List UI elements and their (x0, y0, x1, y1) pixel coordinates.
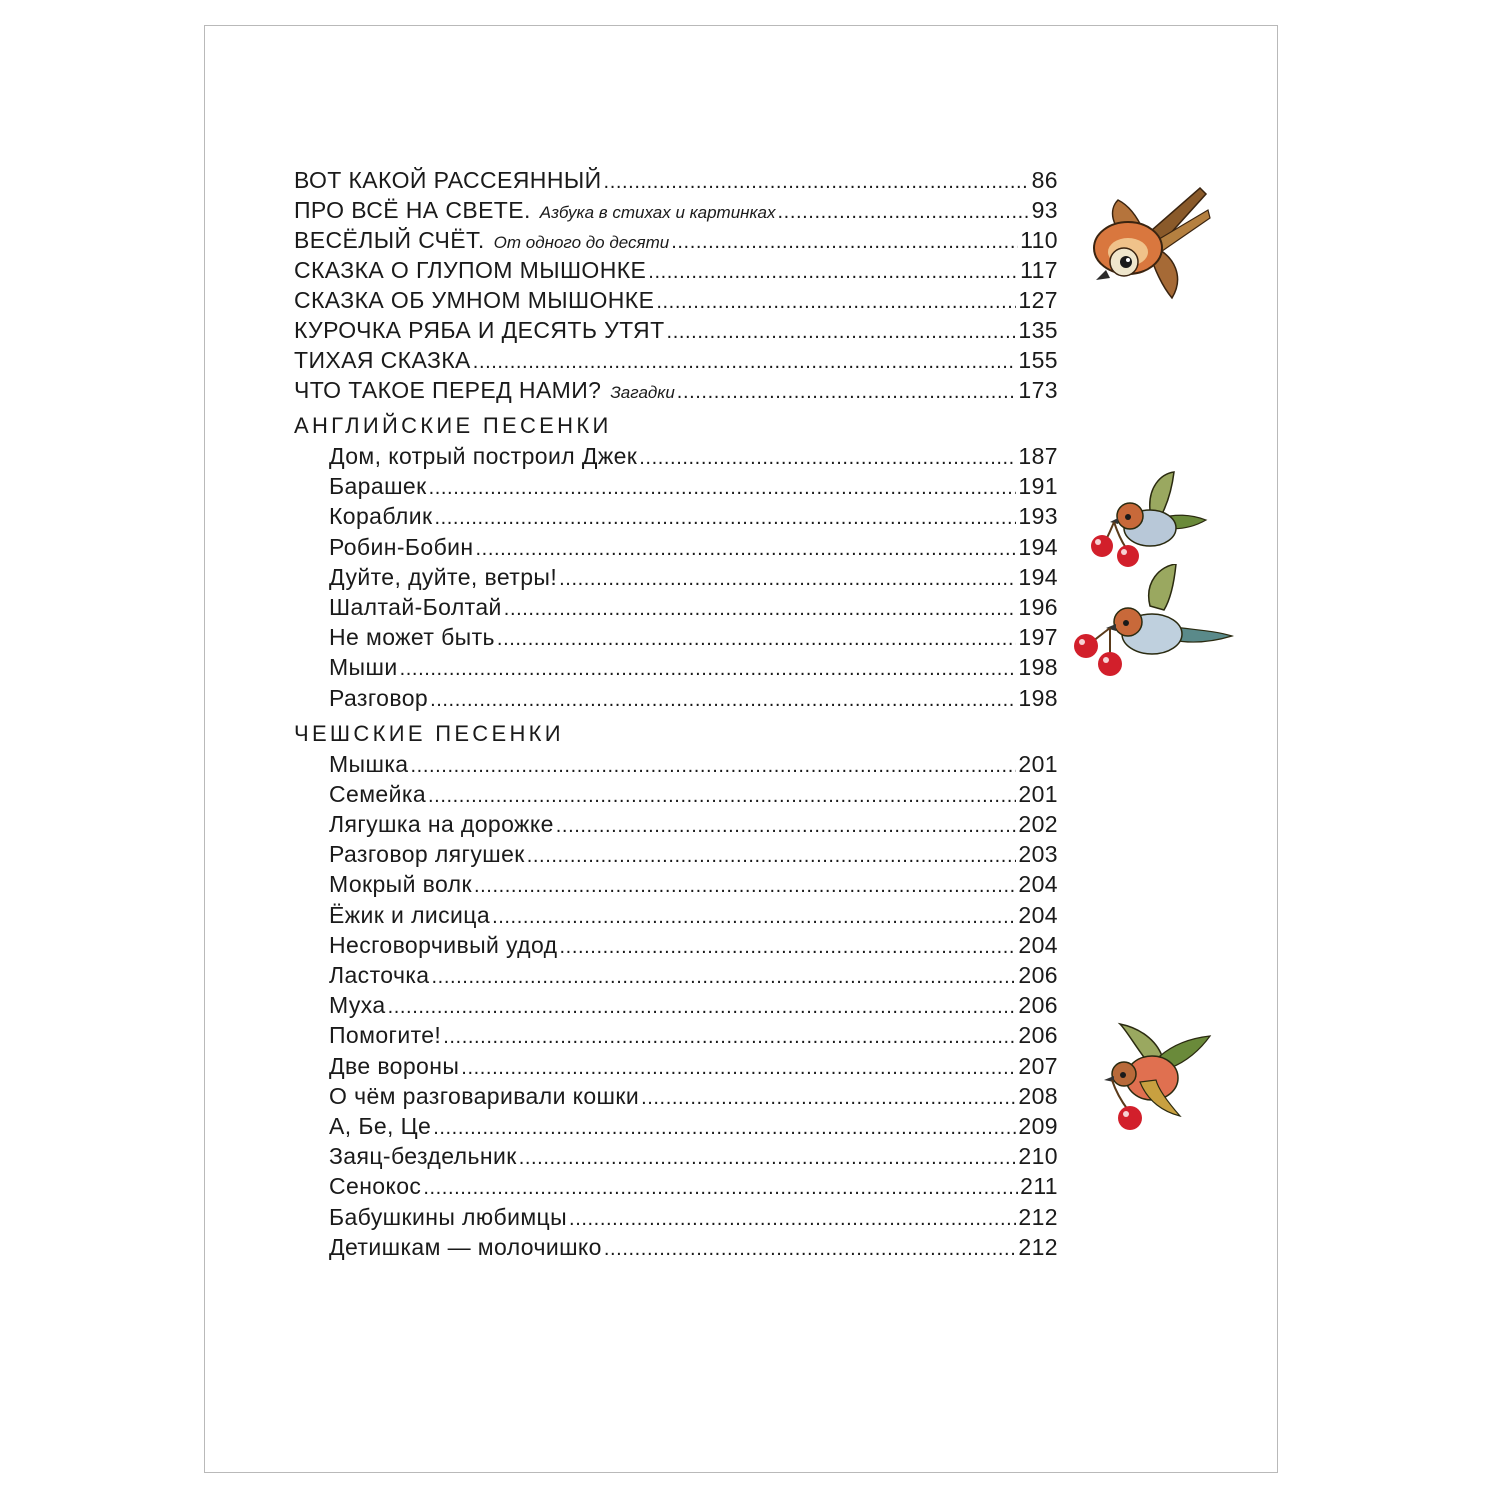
toc-english-list (294, 441, 1058, 713)
toc-entry-page-number: 197 (1018, 624, 1058, 651)
toc-entry-title: Разговор лягушек (329, 841, 525, 868)
sparrow-with-cherries-illustration (1088, 470, 1212, 570)
dot-leader (641, 1083, 1016, 1113)
sparrow-with-cherry-illustration (1100, 1022, 1212, 1134)
toc-entry-title: Бабушкины любимцы (329, 1203, 568, 1230)
toc-entry-title: ЧТО ТАКОЕ ПЕРЕД НАМИ? (294, 377, 602, 403)
toc-entry-page-number: 212 (1018, 1233, 1058, 1260)
dot-leader (671, 227, 1018, 257)
dot-leader (560, 932, 1017, 962)
dot-leader (429, 473, 1017, 503)
toc-entry-page-number: 194 (1018, 533, 1058, 560)
toc-entry-page-number: 194 (1018, 563, 1058, 590)
dot-leader (388, 992, 1017, 1022)
toc-entry-page-number: 207 (1018, 1052, 1058, 1079)
toc-entry-page-number: 191 (1018, 473, 1058, 500)
toc-entry-title: О чём разговаривали кошки (329, 1082, 640, 1109)
toc-entry-page-number: 206 (1018, 962, 1058, 988)
dot-leader (648, 257, 1018, 287)
sparrow-illustration (1088, 182, 1216, 308)
toc-entry-page-number: 203 (1018, 841, 1058, 868)
toc-entry-page-number: 117 (1020, 257, 1058, 283)
toc-entry-page-number: 187 (1018, 443, 1058, 469)
toc-entry-title: Мокрый волк (329, 871, 472, 898)
toc-entry (294, 1081, 1058, 1111)
toc-entry (294, 1020, 1058, 1050)
toc-entry (294, 471, 1058, 501)
toc-entry-page-number: 211 (1020, 1173, 1058, 1200)
toc-entry-title: Несговорчивый удод (329, 931, 558, 958)
toc-entry-page-number: 193 (1018, 503, 1058, 530)
dot-leader (497, 624, 1017, 654)
toc-entry-title: Мышка (329, 750, 409, 777)
toc-entry-title: Ёжик и лисица (329, 901, 491, 928)
toc-entry (294, 562, 1058, 592)
toc-entry-page-number: 198 (1018, 654, 1058, 681)
toc-entry-page-number: 135 (1018, 317, 1058, 343)
toc-entry-title: Сенокос (329, 1173, 422, 1200)
toc-entry (294, 652, 1058, 682)
toc-entry-title: КУРОЧКА РЯБА И ДЕСЯТЬ УТЯТ (294, 317, 665, 343)
dot-leader (569, 1204, 1016, 1234)
toc-entry (294, 839, 1058, 869)
dot-leader (667, 317, 1017, 347)
table-of-contents (294, 165, 1058, 1262)
toc-entry-title: Кораблик (329, 503, 433, 530)
toc-entry (294, 195, 1058, 225)
toc-entry-title: Заяц-бездельник (329, 1143, 517, 1170)
toc-entry (294, 683, 1058, 713)
toc-entry (294, 900, 1058, 930)
toc-entry-title: А, Бе, Це (329, 1112, 432, 1139)
toc-entry-page-number: 86 (1031, 167, 1058, 193)
toc-entry-page-number: 127 (1018, 287, 1058, 313)
toc-entry-note: Азбука в стихах и картинках (539, 203, 776, 222)
toc-entry (294, 315, 1058, 345)
toc-main-list (294, 165, 1058, 405)
toc-entry-title: ВЕСЁЛЫЙ СЧЁТ. (294, 227, 485, 253)
toc-entry-title: ТИХАЯ СКАЗКА (294, 347, 471, 373)
toc-entry-title: Помогите! (329, 1022, 442, 1049)
toc-entry (294, 960, 1058, 990)
dot-leader (476, 534, 1017, 564)
toc-entry-page-number: 204 (1018, 901, 1058, 928)
toc-entry-title: Ласточка (329, 962, 430, 988)
toc-entry (294, 1202, 1058, 1232)
toc-entry-page-number: 155 (1018, 347, 1058, 373)
toc-entry-title: Дуйте, дуйте, ветры! (329, 563, 558, 590)
toc-entry (294, 441, 1058, 471)
toc-entry (294, 1051, 1058, 1081)
dot-leader (430, 685, 1016, 715)
toc-entry-page-number: 206 (1018, 1022, 1058, 1049)
toc-entry-page-number: 110 (1020, 227, 1058, 253)
toc-entry-title: Мыши (329, 654, 398, 681)
toc-entry (294, 622, 1058, 652)
toc-entry-page-number: 201 (1018, 780, 1058, 807)
toc-entry-page-number: 204 (1018, 871, 1058, 898)
toc-entry (294, 869, 1058, 899)
dot-leader (527, 841, 1017, 871)
dot-leader (433, 1113, 1016, 1143)
toc-entry (294, 930, 1058, 960)
dot-leader (559, 564, 1016, 594)
toc-entry (294, 1141, 1058, 1171)
dot-leader (677, 377, 1017, 407)
toc-entry-page-number: 201 (1018, 750, 1058, 777)
dot-leader (519, 1143, 1017, 1173)
toc-entry-title: Муха (329, 992, 386, 1019)
dot-leader (443, 1022, 1016, 1052)
toc-entry-title: СКАЗКА ОБ УМНОМ МЫШОНКЕ (294, 287, 655, 313)
toc-entry-page-number: 212 (1018, 1203, 1058, 1230)
toc-entry-page-number: 208 (1018, 1082, 1058, 1109)
toc-entry (294, 345, 1058, 375)
toc-czech-list (294, 749, 1058, 1262)
dot-leader (428, 781, 1016, 811)
dot-leader (473, 347, 1017, 377)
toc-entry (294, 532, 1058, 562)
dot-leader (778, 197, 1030, 227)
dot-leader (432, 962, 1017, 992)
toc-entry-note: Загадки (610, 383, 675, 402)
toc-entry (294, 1111, 1058, 1141)
toc-entry (294, 592, 1058, 622)
dot-leader (434, 503, 1016, 533)
toc-entry-title: Разговор (329, 684, 429, 711)
toc-entry-title: Барашек (329, 473, 427, 500)
dot-leader (604, 1234, 1017, 1264)
toc-entry-page-number: 202 (1018, 811, 1058, 838)
toc-entry (294, 165, 1058, 195)
dot-leader (492, 902, 1016, 932)
section-heading-english: АНГЛИЙСКИЕ ПЕСЕНКИ (294, 413, 612, 438)
dot-leader (411, 751, 1017, 781)
dot-leader (639, 443, 1016, 473)
toc-entry (294, 779, 1058, 809)
toc-entry-title: Семейка (329, 780, 427, 807)
toc-entry (294, 285, 1058, 315)
toc-entry-page-number: 209 (1018, 1112, 1058, 1139)
toc-entry-page-number: 93 (1031, 197, 1058, 223)
toc-entry-title: ПРО ВСЁ НА СВЕТЕ. (294, 197, 531, 223)
toc-entry-page-number: 196 (1018, 593, 1058, 620)
toc-entry-title: Шалтай-Болтай (329, 593, 502, 620)
toc-entry (294, 809, 1058, 839)
sparrow-with-cherries-illustration (1072, 564, 1234, 678)
dot-leader (423, 1173, 1018, 1203)
toc-entry (294, 501, 1058, 531)
toc-entry (294, 375, 1058, 405)
dot-leader (556, 811, 1017, 841)
toc-entry-note: От одного до десяти (493, 233, 670, 252)
toc-entry-title: Две вороны (329, 1052, 460, 1079)
toc-entry (294, 1171, 1058, 1201)
toc-entry-title: СКАЗКА О ГЛУПОМ МЫШОНКЕ (294, 257, 647, 283)
section-heading-czech: ЧЕШСКИЕ ПЕСЕНКИ (294, 720, 564, 746)
toc-entry-title: Детишкам — молочишко (329, 1233, 602, 1260)
dot-leader (656, 287, 1016, 317)
dot-leader (474, 871, 1016, 901)
toc-entry-title: ВОТ КАКОЙ РАССЕЯННЫЙ (294, 167, 602, 193)
toc-entry-page-number: 206 (1018, 992, 1058, 1019)
toc-entry-title: Дом, котрый построил Джек (329, 443, 638, 469)
dot-leader (400, 654, 1017, 684)
toc-entry-page-number: 210 (1018, 1143, 1058, 1170)
toc-entry (294, 990, 1058, 1020)
toc-entry (294, 1232, 1058, 1262)
dot-leader (604, 167, 1030, 197)
toc-entry-page-number: 198 (1018, 684, 1058, 711)
dot-leader (461, 1053, 1016, 1083)
toc-entry (294, 225, 1058, 255)
toc-entry-page-number: 173 (1018, 377, 1058, 403)
toc-entry-page-number: 204 (1018, 931, 1058, 958)
toc-entry-title: Не может быть (329, 624, 495, 651)
toc-entry-title: Лягушка на дорожке (329, 811, 554, 838)
dot-leader (504, 594, 1017, 624)
toc-entry (294, 255, 1058, 285)
toc-entry (294, 749, 1058, 779)
toc-entry-title: Робин-Бобин (329, 533, 474, 560)
